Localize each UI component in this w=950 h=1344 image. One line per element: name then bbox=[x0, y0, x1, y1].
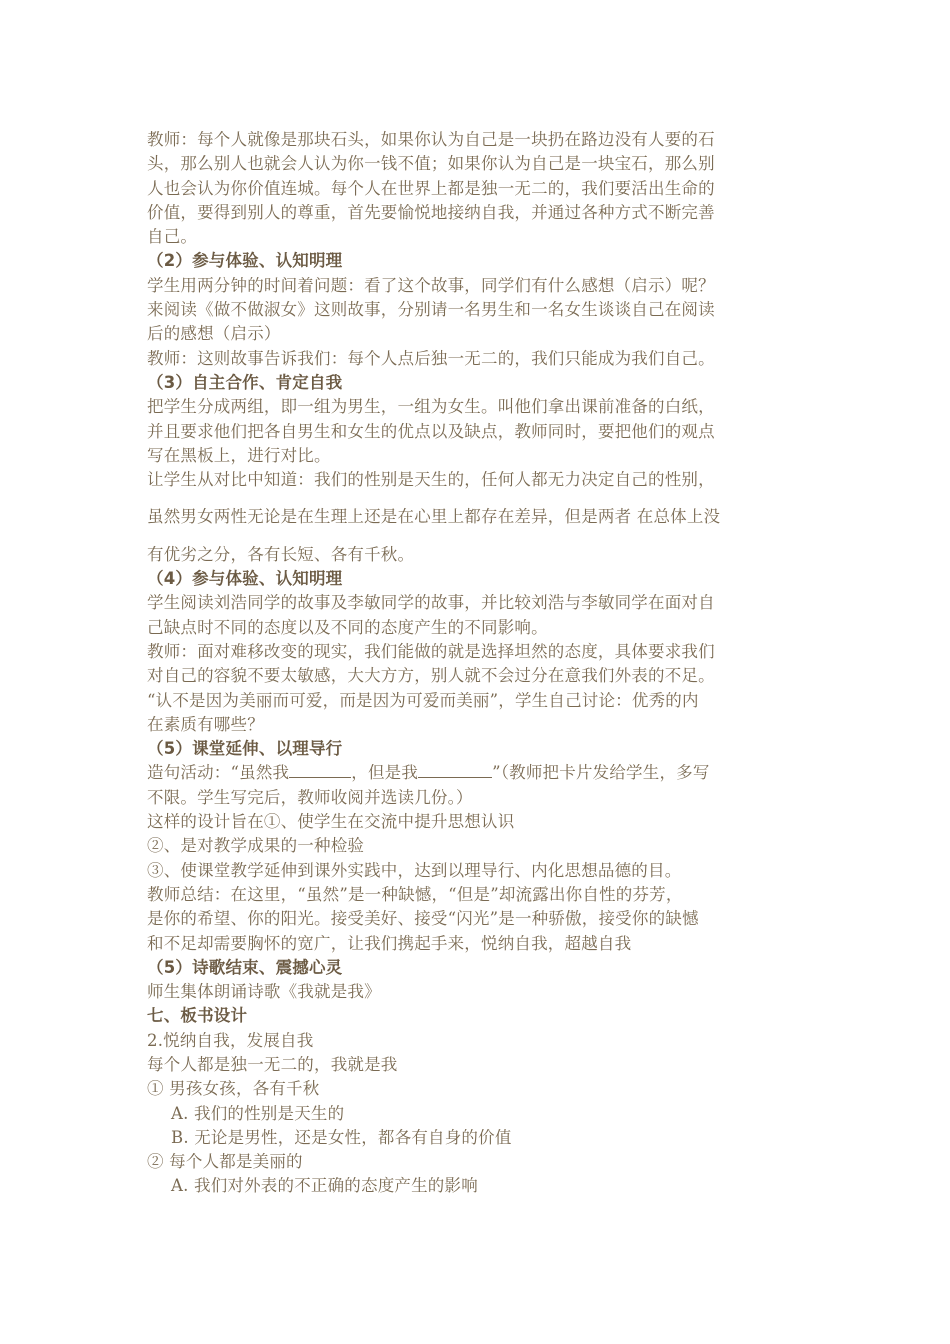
text-line: 是你的希望、你的阳光。接受美好、接受“闪光”是一种骄傲，接受你的缺憾 bbox=[147, 909, 699, 929]
text-line: 教师：每个人就像是那块石头，如果你认为自己是一块扔在路边没有人要的石 bbox=[147, 130, 715, 149]
text-line: 虽然男女两性无论是在生理上还是在心里上都存在差异，但是两者 在总体上没 bbox=[147, 507, 721, 527]
text-line: 头，那么别人也就会人认为你一钱不值；如果你认为自己是一块宝石，那么别 bbox=[147, 154, 715, 174]
section-heading: （2）参与体验、认知明理 bbox=[147, 251, 343, 271]
text-line: ②、是对教学成果的一种检验 bbox=[147, 836, 365, 856]
text-line: 写在黑板上，进行对比。 bbox=[147, 445, 331, 465]
text-line: 把学生分成两组，即一组为男生，一组为女生。叫他们拿出课前准备的白纸， bbox=[147, 397, 715, 417]
fill-in-sentence: 造句活动：“虽然我 ，但是我 ”（教师把卡片发给学生，多写 bbox=[147, 763, 710, 783]
document-body bbox=[147, 128, 807, 1199]
section-heading: 七、板书设计 bbox=[147, 1006, 248, 1026]
text-line: 己缺点时不同的态度以及不同的态度产生的不同影响。 bbox=[147, 617, 548, 637]
text-line: 这样的设计旨在①、使学生在交流中提升思想认识 bbox=[147, 812, 515, 832]
text-line: 对自己的容貌不要太敏感，大大方方，别人就不会过分在意我们外表的不足。 bbox=[147, 666, 715, 686]
outline-item: B. 无论是男性，还是女性，都各有自身的价值 bbox=[171, 1127, 512, 1147]
text-line: 人也会认为你价值连城。每个人在世界上都是独一无二的，我们要活出生命的 bbox=[147, 178, 715, 198]
text-line: 学生用两分钟的时间着问题：看了这个故事，同学们有什么感想（启示）呢？ bbox=[147, 275, 715, 295]
text-line: ① 男孩女孩，各有千秋 bbox=[147, 1079, 320, 1099]
section-heading: （3）自主合作、肯定自我 bbox=[147, 372, 343, 392]
section-heading: （5）课堂延伸、以理导行 bbox=[147, 739, 343, 759]
text-line: “认不是因为美丽而可爱，而是因为可爱而美丽”，学生自己讨论：优秀的内 bbox=[147, 690, 699, 710]
text-line: ② 每个人都是美丽的 bbox=[147, 1152, 303, 1172]
outline-item: A. 我们的性别是天生的 bbox=[171, 1103, 345, 1123]
text-line: ③、使课堂教学延伸到课外实践中，达到以理导行、内化思想品德的目。 bbox=[147, 860, 682, 880]
text-line: 自己。 bbox=[147, 227, 198, 247]
text-line: 价值，要得到别人的尊重，首先要愉悦地接纳自我，并通过各种方式不断完善 bbox=[147, 202, 715, 222]
fill-blank bbox=[289, 761, 351, 778]
section-heading: （4）参与体验、认知明理 bbox=[147, 569, 343, 589]
text-line: 让学生从对比中知道：我们的性别是天生的，任何人都无力决定自己的性别， bbox=[147, 470, 715, 490]
fill-blank bbox=[418, 761, 492, 778]
text-line: 教师：这则故事告诉我们：每个人点后独一无二的，我们只能成为我们自己。 bbox=[147, 348, 715, 368]
text-line: 并且要求他们把各自男生和女生的优点以及缺点，教师同时，要把他们的观点 bbox=[147, 421, 715, 441]
outline-item: A. 我们对外表的不正确的态度产生的影响 bbox=[171, 1176, 478, 1196]
text-line: 师生集体朗诵诗歌《我就是我》 bbox=[147, 982, 381, 1002]
text-line: 在素质有哪些？ bbox=[147, 714, 264, 734]
text-line: 后的感想（启示） bbox=[147, 324, 281, 344]
text-line: 来阅读《做不做淑女》这则故事，分别请一名男生和一名女生谈谈自己在阅读 bbox=[147, 300, 715, 320]
text-line: 2.悦纳自我，发展自我 bbox=[147, 1030, 314, 1050]
text-line: 每个人都是独一无二的，我就是我 bbox=[147, 1054, 398, 1074]
text-line: 学生阅读刘浩同学的故事及李敏同学的故事，并比较刘浩与李敏同学在面对自 bbox=[147, 593, 715, 613]
text-line: 教师总结：在这里，“虽然”是一种缺憾，“但是”却流露出你自性的芬芳， bbox=[147, 884, 683, 904]
text-line: 有优劣之分，各有长短、各有千秋。 bbox=[147, 544, 415, 564]
text-line: 和不足却需要胸怀的宽广，让我们携起手来，悦纳自我，超越自我 bbox=[147, 933, 632, 953]
text-line: 不限。学生写完后，教师收阅并选读几份。） bbox=[147, 787, 473, 807]
text-line: 教师：面对难移改变的现实，我们能做的就是选择坦然的态度，具体要求我们 bbox=[147, 641, 715, 661]
section-heading: （5）诗歌结束、震撼心灵 bbox=[147, 957, 343, 977]
